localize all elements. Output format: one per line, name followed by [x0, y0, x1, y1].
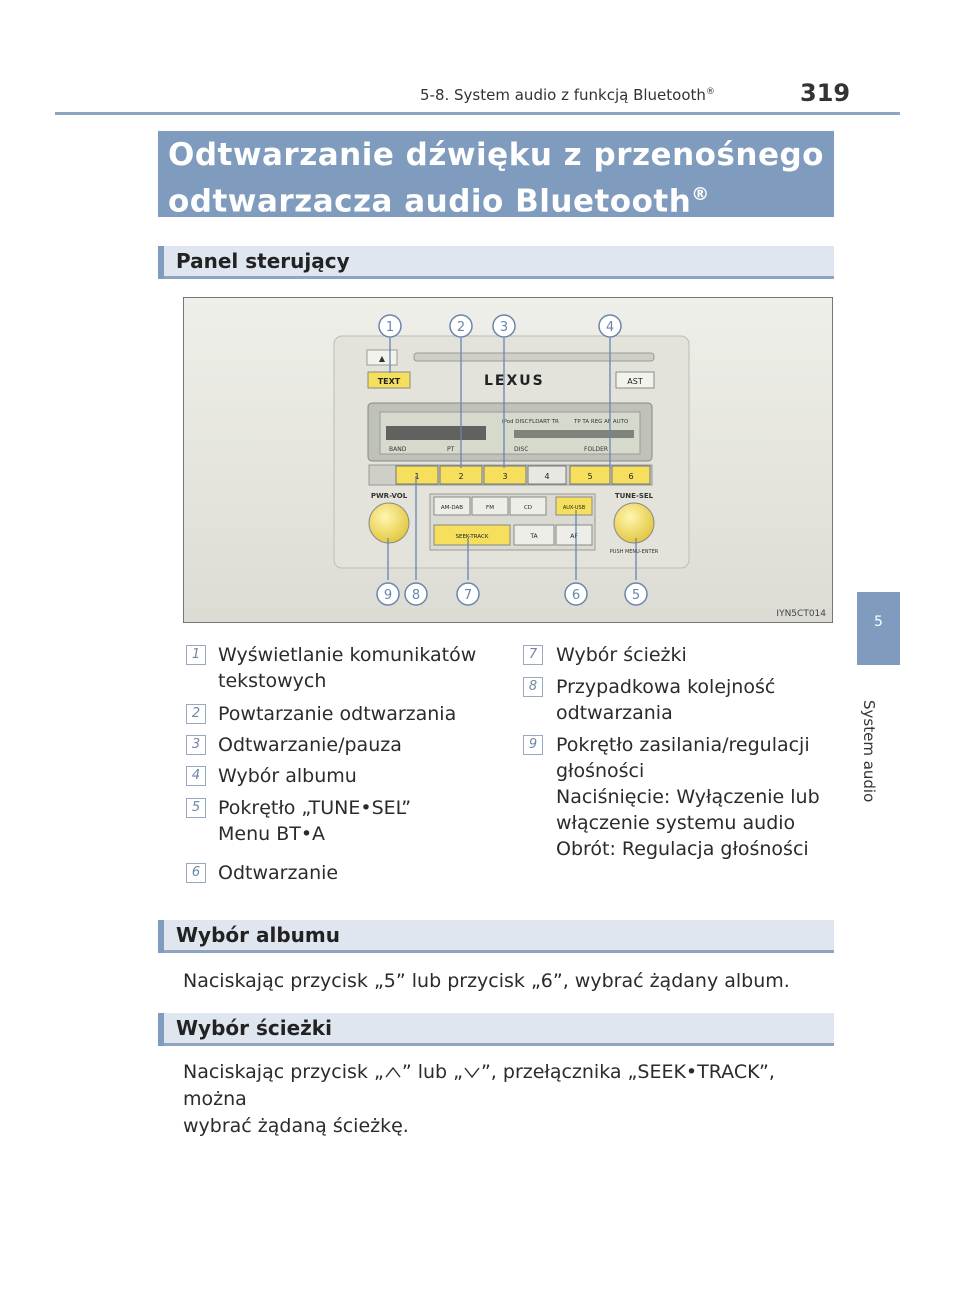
- control-panel-illustration: [184, 298, 833, 623]
- src-auxusb-label: AUX-USB: [562, 505, 586, 511]
- display-bottom-2: PT: [447, 446, 455, 453]
- callout-9: 9: [383, 588, 393, 603]
- display-top-1: iPod DISC: [502, 419, 529, 425]
- title-line-2-text: odtwarzacza audio Bluetooth: [168, 183, 692, 220]
- preset-1-label: 1: [414, 472, 420, 481]
- legend-9-line-4: włączenie systemu audio: [556, 812, 796, 834]
- legend-4-line-1: Wybór albumu: [218, 765, 357, 787]
- legend-9-line-1: Pokrętło zasilania/regulacji: [556, 734, 810, 756]
- legend-9-line-2: głośności: [556, 760, 645, 782]
- legend-9-line-5: Obrót: Regulacja głośności: [556, 838, 809, 860]
- legend-8-line-2: odtwarzania: [556, 702, 673, 724]
- legend-item-3: [218, 732, 402, 758]
- callout-3: 3: [499, 320, 509, 335]
- section-header-album: Wybór albumu: [158, 920, 834, 953]
- src-fm-label: FM: [486, 505, 494, 511]
- section-header-track: Wybór ścieżki: [158, 1013, 834, 1046]
- callout-1: 1: [385, 320, 395, 335]
- callout-6: 6: [571, 588, 581, 603]
- chevron-up-icon: [384, 1065, 402, 1079]
- ta-label: TA: [530, 533, 538, 540]
- callout-5: 5: [631, 588, 641, 603]
- track-instruction-line-2: wybrać żądaną ścieżkę.: [183, 1115, 409, 1137]
- tune-sel-knob: [614, 503, 654, 543]
- track-text-c: ”, przełącznika „SEEK•TRACK”, można: [183, 1061, 775, 1110]
- title-line-2: [168, 175, 824, 221]
- chevron-down-icon: [463, 1065, 481, 1079]
- legend-num-6: 6: [186, 863, 206, 883]
- title-registered-mark: ®: [691, 184, 710, 205]
- legend-num-8: 8: [523, 677, 543, 697]
- legend-9-line-3: Naciśnięcie: Wyłączenie lub: [556, 786, 820, 808]
- text-button-label: TEXT: [377, 377, 401, 386]
- legend-num-1: 1: [186, 645, 206, 665]
- eject-label: ▲: [378, 354, 386, 363]
- page-title: [158, 131, 834, 220]
- legend-item-2: [218, 701, 456, 727]
- callout-7: 7: [463, 588, 473, 603]
- legend-1-line-1: Wyświetlanie komunikatów: [218, 644, 477, 666]
- album-instruction: Naciskając przycisk „5” lub przycisk „6”, wybrać żądany album.: [183, 970, 790, 992]
- legend-num-9: 9: [523, 735, 543, 755]
- chapter-label: System audio: [860, 700, 878, 803]
- display-bottom-4: FOLDER: [584, 446, 609, 453]
- preset-6-label: 6: [628, 472, 634, 481]
- chapter-tab: 5: [857, 592, 900, 665]
- track-instruction-line-1: [183, 1059, 833, 1113]
- legend-num-7: 7: [523, 645, 543, 665]
- ast-button-label: AST: [627, 377, 643, 386]
- legend-item-7: [556, 642, 687, 668]
- pwr-vol-knob: [369, 503, 409, 543]
- legend-item-9: [556, 732, 820, 862]
- track-instruction: [183, 1059, 833, 1140]
- preset-3-label: 3: [502, 472, 508, 481]
- display-top-2: FLDART TR: [529, 419, 559, 425]
- legend-num-2: 2: [186, 704, 206, 724]
- track-text-a: Naciskając przycisk „: [183, 1061, 384, 1083]
- legend-5-line-2: Menu BT•A: [218, 823, 326, 845]
- pwr-vol-label: PWR-VOL: [370, 492, 408, 500]
- preset-5-label: 5: [587, 472, 593, 481]
- brand-logo: LEXUS: [484, 373, 545, 389]
- page-number: 319: [800, 79, 851, 107]
- legend-num-4: 4: [186, 766, 206, 786]
- af-label: AF: [570, 533, 578, 540]
- track-text-b: ” lub „: [401, 1061, 463, 1083]
- callout-2: 2: [456, 320, 466, 335]
- header-rule: [55, 112, 900, 115]
- legend-1-line-2: tekstowych: [218, 670, 327, 692]
- src-amdab-label: AM-DAB: [440, 505, 464, 511]
- display-bottom-3: DISC: [514, 446, 529, 453]
- legend-item-8: [556, 674, 775, 726]
- callout-8: 8: [411, 588, 421, 603]
- figure-code: IYN5CT014: [776, 609, 826, 619]
- legend-item-1: [218, 642, 476, 694]
- seek-track-label: SEEK-TRACK: [455, 534, 489, 540]
- display-bottom-1: BAND: [389, 446, 407, 453]
- running-header: [420, 86, 715, 104]
- tune-sel-label: TUNE-SEL: [614, 492, 654, 500]
- header-section-title: 5-8. System audio z funkcją Bluetooth: [420, 86, 706, 104]
- legend-6-line-1: Odtwarzanie: [218, 862, 339, 884]
- preset-4-label: 4: [544, 472, 550, 481]
- title-line-1: Odtwarzanie dźwięku z przenośnego: [168, 137, 824, 173]
- legend-5-line-1: Pokrętło „TUNE•SEL”: [218, 797, 412, 819]
- push-menu-label: PUSH MENU-ENTER: [609, 549, 659, 555]
- section-header-panel: Panel sterujący: [158, 246, 834, 279]
- legend-num-5: 5: [186, 798, 206, 818]
- legend-item-6: [218, 860, 338, 886]
- callout-4: 4: [605, 320, 615, 335]
- display-top-3: TP TA REG AF AUTO: [574, 419, 629, 425]
- legend-item-4: [218, 763, 357, 789]
- legend-item-5: [218, 795, 411, 847]
- control-panel-figure: [183, 297, 833, 623]
- legend-num-3: 3: [186, 735, 206, 755]
- legend-7-line-1: Wybór ścieżki: [556, 644, 687, 666]
- legend-2-line-1: Powtarzanie odtwarzania: [218, 703, 457, 725]
- preset-2-label: 2: [458, 472, 464, 481]
- registered-mark: ®: [705, 87, 715, 97]
- legend-8-line-1: Przypadkowa kolejność: [556, 676, 776, 698]
- src-cd-label: CD: [523, 505, 533, 511]
- legend-3-line-1: Odtwarzanie/pauza: [218, 734, 402, 756]
